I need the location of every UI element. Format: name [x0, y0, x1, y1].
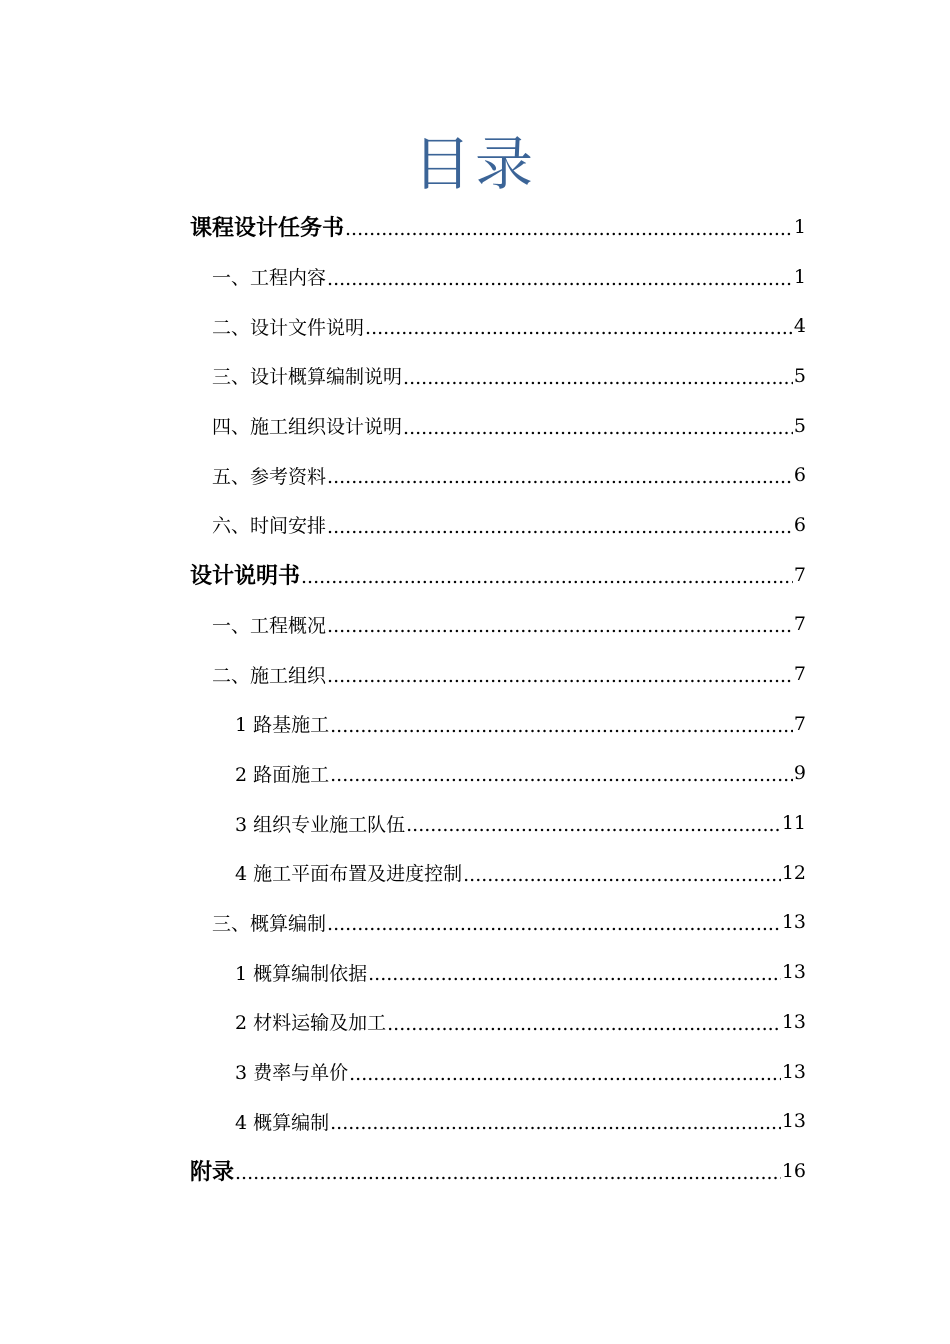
toc-entry-page: 1 [793, 215, 806, 238]
toc-entry-page: 7 [793, 712, 806, 735]
toc-entry-label: 施工组织设计说明 [250, 416, 403, 439]
toc-entry-page: 6 [793, 513, 806, 536]
dot-leader [387, 1013, 781, 1035]
toc-entry-number: 一、 [212, 614, 251, 637]
toc-entry-page: 12 [781, 861, 806, 884]
dot-leader [330, 715, 793, 737]
toc-entry[interactable] [190, 1096, 806, 1146]
toc-entry-page: 6 [793, 464, 806, 487]
toc-entry-label: 工程概况 [250, 614, 327, 637]
toc-entry[interactable] [190, 301, 806, 351]
toc-entry-page: 5 [793, 364, 806, 387]
toc-entry-label: 3 费率与单价 [235, 1062, 349, 1085]
toc-entry-page: 13 [781, 1060, 806, 1083]
toc-entry-page: 13 [781, 1110, 806, 1133]
toc-entry[interactable] [190, 351, 806, 401]
toc-entry-label: 工程内容 [250, 267, 327, 290]
dot-leader [327, 913, 781, 935]
toc-entry[interactable] [190, 947, 806, 997]
toc-entry[interactable] [190, 1047, 806, 1097]
toc-entry-label: 2 材料运输及加工 [235, 1012, 387, 1035]
toc-entry-number: 四、 [212, 416, 251, 439]
dot-leader [406, 814, 781, 836]
toc-entry-label: 设计文件说明 [250, 316, 365, 339]
toc-entry-page: 1 [793, 265, 806, 288]
dot-leader [327, 268, 793, 290]
toc-entry-number: 二、 [212, 664, 251, 687]
toc-entry[interactable] [190, 749, 806, 799]
dot-leader [349, 1063, 781, 1085]
toc-entry-label: 附录 [190, 1159, 235, 1186]
dot-leader [327, 466, 793, 488]
toc-entry-page: 7 [793, 613, 806, 636]
toc-entry[interactable] [190, 500, 806, 550]
toc-entry[interactable] [190, 401, 806, 451]
toc-entry[interactable] [190, 600, 806, 650]
dot-leader [330, 1112, 781, 1134]
toc-entry[interactable] [190, 997, 806, 1047]
toc-entry-page: 7 [793, 563, 806, 586]
toc-entry-label: 1 概算编制依据 [235, 962, 368, 985]
toc-entry-label: 3 组织专业施工队伍 [235, 813, 406, 836]
toc-entry-number: 三、 [212, 366, 251, 389]
dot-leader [235, 1162, 781, 1184]
toc-entry-label: 施工组织 [250, 664, 327, 687]
toc-entry-page: 13 [781, 1010, 806, 1033]
toc-entry-page: 13 [781, 961, 806, 984]
toc-entry-label: 概算编制 [250, 912, 327, 935]
dot-leader [327, 615, 793, 637]
toc-entry-number: 一、 [212, 267, 251, 290]
toc-entry-page: 7 [793, 663, 806, 686]
toc-entry[interactable] [190, 699, 806, 749]
toc-entry[interactable] [190, 649, 806, 699]
dot-leader [327, 665, 793, 687]
toc-entry-label: 设计概算编制说明 [250, 366, 403, 389]
toc-entry-page: 16 [781, 1159, 806, 1182]
toc-entry-label: 设计说明书 [190, 563, 301, 590]
dot-leader [368, 963, 781, 985]
dot-leader [330, 764, 793, 786]
dot-leader [345, 218, 793, 240]
dot-leader [403, 367, 793, 389]
toc-entry[interactable] [190, 898, 806, 948]
toc-entry[interactable] [190, 848, 806, 898]
toc-entry-page: 9 [793, 762, 806, 785]
toc-entry-label: 参考资料 [250, 465, 327, 488]
page-title: 目录 [412, 130, 537, 198]
dot-leader [365, 317, 793, 339]
toc-entry-number: 六、 [212, 515, 251, 538]
toc-entry-label: 2 路面施工 [235, 763, 330, 786]
dot-leader [327, 516, 793, 538]
toc-entry-page: 5 [793, 414, 806, 437]
toc-entry[interactable] [190, 252, 806, 302]
toc-entry-label: 课程设计任务书 [190, 215, 345, 242]
toc-entry-label: 1 路基施工 [235, 714, 330, 737]
toc-entry[interactable] [190, 798, 806, 848]
toc-entry-number: 五、 [212, 465, 251, 488]
toc-entry[interactable] [190, 202, 806, 252]
toc-entry[interactable] [190, 1146, 806, 1196]
toc-entry-number: 二、 [212, 316, 251, 339]
toc-entry-number: 三、 [212, 912, 251, 935]
dot-leader [403, 417, 793, 439]
toc-entry-page: 11 [781, 812, 806, 835]
toc-entry[interactable] [190, 450, 806, 500]
toc-entry-label: 时间安排 [250, 515, 327, 538]
toc-entry-page: 4 [793, 315, 806, 338]
toc-entry-label: 4 概算编制 [235, 1111, 330, 1134]
toc-entry-label: 4 施工平面布置及进度控制 [235, 863, 463, 886]
table-of-contents [190, 202, 806, 1196]
dot-leader [301, 566, 793, 588]
dot-leader [463, 864, 781, 886]
toc-entry-page: 13 [781, 911, 806, 934]
toc-entry[interactable] [190, 550, 806, 600]
